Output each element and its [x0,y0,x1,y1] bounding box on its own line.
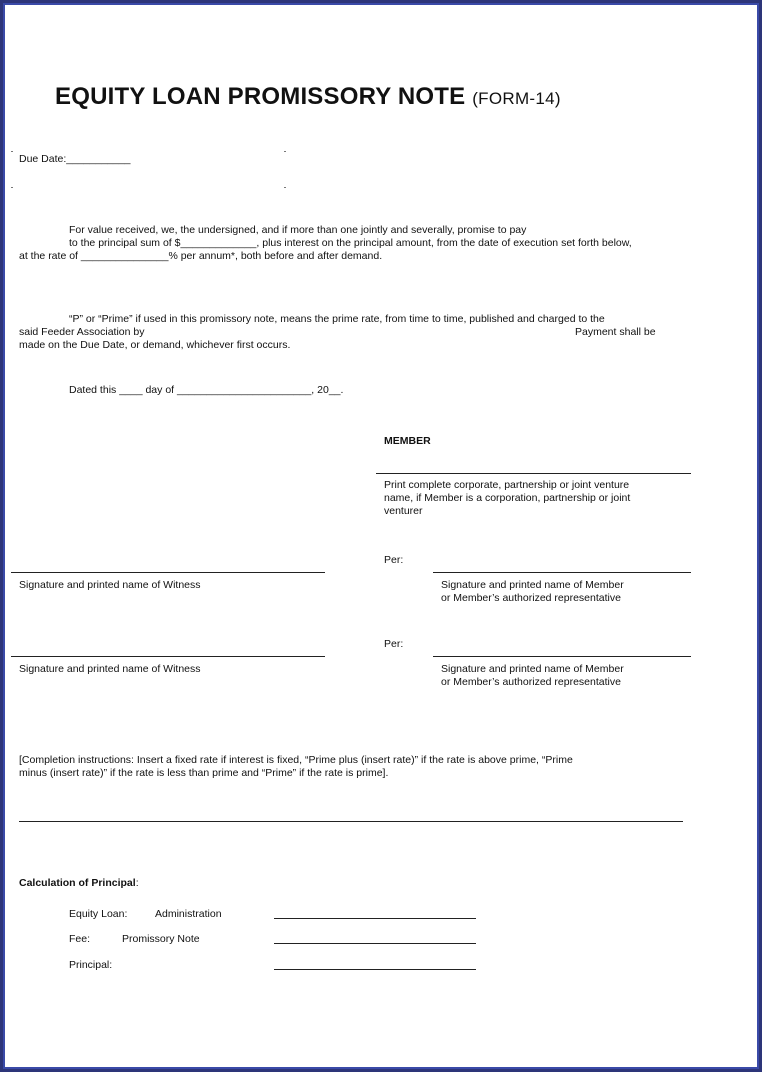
calculation-heading [19,877,139,891]
form-number: (FORM-14) [472,89,561,108]
member-sig-label-1b: or Member’s authorized representative [441,592,621,604]
calculation-heading-text: Calculation of Principal [19,877,136,889]
member-sig-label-2a: Signature and printed name of Member [441,663,624,675]
para2-line3: made on the Due Date, or demand, whichever first occurs. [19,339,291,351]
member-desc-line2: name, if Member is a corporation, partnership or joint [384,492,631,504]
calc-row-fee-label: Fee: [69,933,91,945]
calc-row-fee-line[interactable] [274,943,476,944]
calc-row-equity-desc: Administration [155,908,222,920]
calc-row-equity-line[interactable] [274,918,476,919]
witness-label-2: Signature and printed name of Witness [19,663,201,675]
dated-field[interactable]: Dated this ____ day of _______________________, 20__. [69,384,344,396]
calculation-heading-colon: : [135,877,139,889]
member-signature-line-2[interactable] [433,656,691,657]
title-text: EQUITY LOAN PROMISSORY NOTE [55,83,466,110]
para2-line2b: Payment shall be [575,326,656,338]
per-label-1: Per: [384,554,404,566]
per-label-2: Per: [384,638,404,650]
para1-line3: at the rate of _______________% per annum*, both before and after demand. [19,250,383,262]
calc-row-fee-desc: Promissory Note [122,933,200,945]
witness-signature-line-1[interactable] [11,572,325,573]
page-title [55,83,561,111]
scan-dot [11,187,13,188]
member-heading: MEMBER [384,435,431,447]
member-desc-line3: venturer [384,505,423,517]
due-date-field[interactable]: Due Date:___________ [19,153,131,165]
scan-dot [284,187,286,188]
instructions-line2: minus (insert rate)” if the rate is less than prime and “Prime” if the rate is prime]. [19,767,389,779]
member-sig-label-2b: or Member’s authorized representative [441,676,621,688]
para1-line2: to the principal sum of $_____________, plus interest on the principal amount, from the date of execution set forth below, [69,237,632,249]
witness-signature-line-2[interactable] [11,656,325,657]
member-name-line[interactable] [376,473,691,474]
para1-line1: For value received, we, the undersigned, and if more than one jointly and severally, promise to pay [69,224,527,236]
calc-row-equity-label: Equity Loan: [69,908,128,920]
scan-dot [11,151,13,152]
para2-line2a: said Feeder Association by [19,326,145,338]
member-signature-line-1[interactable] [433,572,691,573]
separator-line [19,821,683,822]
member-sig-label-1a: Signature and printed name of Member [441,579,624,591]
scan-dot [284,151,286,152]
calc-row-principal-line[interactable] [274,969,476,970]
member-desc-line1: Print complete corporate, partnership or joint venture [384,479,630,491]
calc-row-principal-label: Principal: [69,959,113,971]
document-page [3,3,759,1069]
instructions-line1: [Completion instructions: Insert a fixed rate if interest is fixed, “Prime plus (insert rate)” if the rate is above prime, “Prime [19,754,573,766]
para2-line1: “P” or “Prime” if used in this promissory note, means the prime rate, from time to time, published and charged to the [69,313,605,325]
witness-label-1: Signature and printed name of Witness [19,579,201,591]
